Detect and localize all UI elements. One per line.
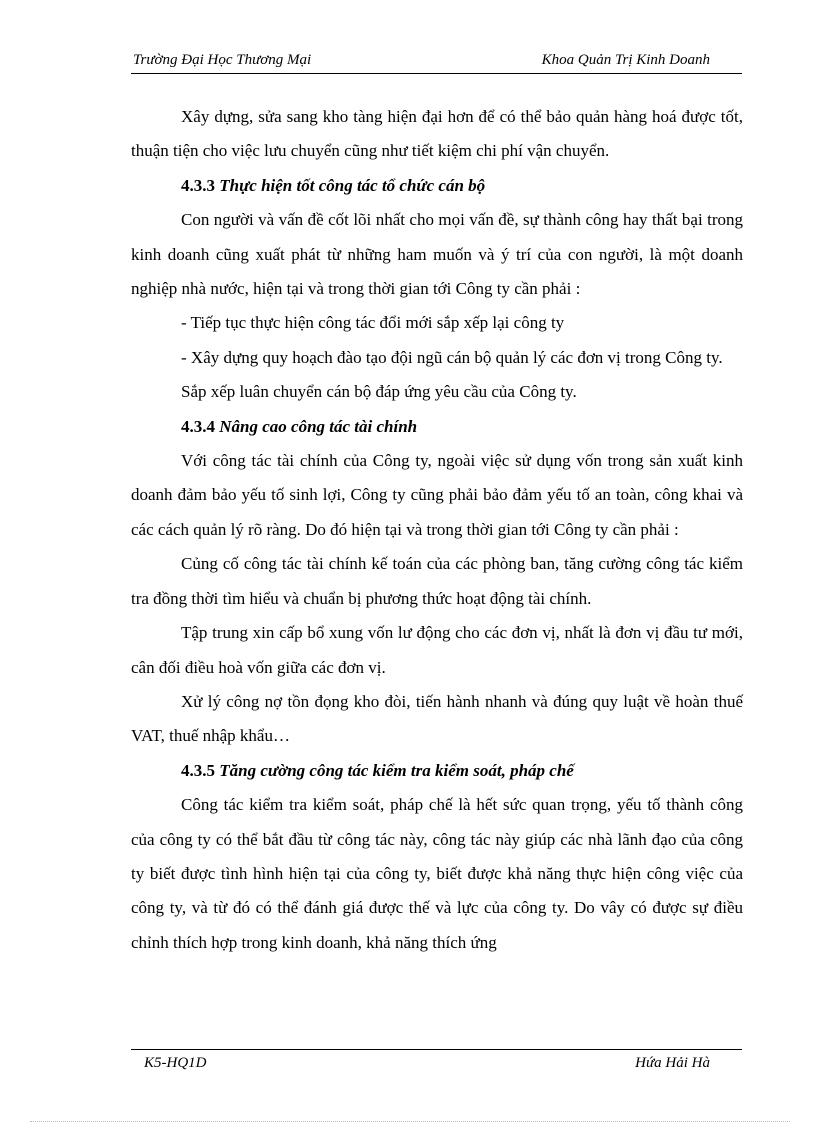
section-title: Nâng cao công tác tài chính — [219, 416, 418, 436]
paragraph-accounting: Củng cố công tác tài chính kế toán của các phòng ban, tăng cường công tác kiểm tra đồng thời tìm hiểu và chuẩn bị phương thức hoạt động tài chính. — [131, 554, 743, 608]
section-title: Tăng cường công tác kiểm tra kiểm soát, pháp chế — [219, 760, 574, 780]
footer-class-code: K5-HQ1D — [144, 1055, 207, 1071]
paragraph-debt: Xử lý công nợ tồn đọng kho đòi, tiến hành nhanh và đúng quy luật về hoàn thuế VAT, thuế nhập khẩu… — [131, 691, 743, 746]
section-number: 4.3.5 — [181, 760, 215, 780]
footer-rule — [131, 1049, 742, 1050]
page-header — [131, 52, 742, 72]
paragraph-control: Công tác kiểm tra kiểm soát, pháp chế là hết sức quan trọng, yếu tố thành công của công ty có thể bắt đầu từ công tác này, công tác này giúp các nhà lãnh đạo của công ty biết được tình hình hiện tại của công ty, biết được khả năng thực hiện công việc của công ty, và từ đó có thể đánh giá được thế và lực của công ty. Do vây có được sự điều chỉnh thích hợp trong kinh doanh, khả năng thích ứng — [131, 795, 743, 952]
list-item: - Xây dựng quy hoạch đào tạo đội ngũ cán bộ quản lý các đơn vị trong Công ty. — [181, 347, 723, 367]
section-heading-4-3-5 — [131, 754, 743, 788]
paragraph-people: Con người và vấn đề cốt lõi nhất cho mọi vấn đề, sự thành công hay thất bại trong kinh doanh cũng xuất phát từ những ham muốn và ý trí của con người, là một doanh nghiệp nhà nước, hiện tại và trong thời gian tới Công ty cần phải : — [131, 210, 743, 299]
header-rule — [131, 73, 742, 74]
section-heading-4-3-3 — [131, 169, 743, 203]
section-heading-4-3-4 — [131, 410, 743, 444]
paragraph-finance: Với công tác tài chính của Công ty, ngoài việc sử dụng vốn trong sản xuất kinh doanh đảm bảo yếu tố sinh lợi, Công ty cũng phải bảo đảm yếu tố an toàn, công khai và các cách quản lý rõ ràng. Do đó hiện tại và trong thời gian tới Công ty cần phải : — [131, 451, 743, 539]
paragraph-rotation: Sắp xếp luân chuyển cán bộ đáp ứng yêu cầu của Công ty. — [181, 382, 577, 402]
page-edge — [30, 1121, 790, 1122]
page-footer — [131, 1055, 742, 1075]
header-faculty: Khoa Quản Trị Kinh Doanh — [541, 52, 710, 68]
section-number: 4.3.4 — [181, 416, 215, 436]
paragraph-capital: Tập trung xin cấp bổ xung vốn lư động cho các đơn vị, nhất là đơn vị đầu tư mới, cân đối điều hoà vốn giữa các đơn vị. — [131, 623, 743, 677]
footer-author: Hứa Hải Hà — [635, 1055, 710, 1071]
list-item: - Tiếp tục thực hiện công tác đổi mới sắp xếp lại công ty — [181, 313, 565, 333]
section-number: 4.3.3 — [181, 175, 215, 195]
section-title: Thực hiện tốt công tác tổ chức cán bộ — [219, 175, 486, 195]
document-body — [131, 100, 743, 960]
header-school: Trường Đại Học Thương Mại — [133, 52, 312, 68]
paragraph-warehouse: Xây dựng, sửa sang kho tàng hiện đại hơn để có thể bảo quản hàng hoá được tốt, thuận tiện cho việc lưu chuyển cũng như tiết kiệm chi phí vận chuyển. — [131, 107, 743, 161]
